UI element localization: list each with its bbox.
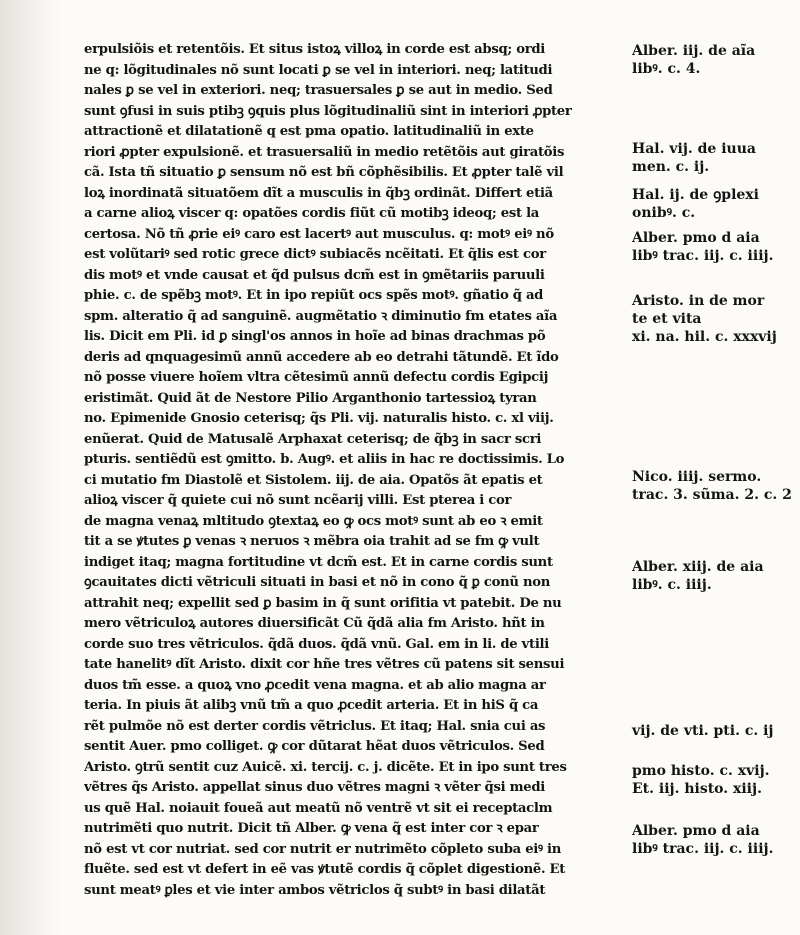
- marginal-note: Aristo. in de mor te et vita xi. na. hil. c. xxxvij: [632, 293, 777, 345]
- text-line: rẽt pulmõe nõ est derter cordis vẽtriclus. Et itaq; Hal. snia cui as: [84, 718, 546, 734]
- marginal-note: Alber. iij. de aĩa libꝰ. c. 4.: [632, 43, 756, 77]
- text-line: alioꝝ viscer q̃ quiete cui nõ sunt ncẽarij villi. Est pterea i cor: [84, 493, 512, 508]
- text-line: ꝯcauitates dicti vẽtriculi situati in basi et nõ in cono q̃ ꝑ conũ non: [84, 575, 551, 590]
- text-line: teria. In piuis ãt alibꝫ vnũ tm̃ a quo ꝓcedit arteria. Et in hiS q̃ ca: [84, 698, 539, 713]
- text-line: a carne alioꝝ viscer q: opatões cordis fiũt cũ motibꝫ ideoq; est la: [84, 206, 540, 221]
- text-line: mero vẽtriculoꝝ autores diuersificãt Cũ q̃dã alia fm Aristo. hñt in: [84, 616, 545, 631]
- text-line: lis. Dicit em Pli. id ꝑ singl'os annos in hoĩe ad binas drachmas põ: [84, 329, 546, 344]
- text-line: cã. Ista tñ situatio ꝑ sensum nõ est bñ cõphẽsibilis. Et ꝓpter talẽ vil: [84, 165, 564, 180]
- text-line: duos tm̃ esse. a quoꝝ vno ꝓcedit vena magna. et ab alio magna ar: [84, 677, 546, 693]
- text-line: riori ꝓpter expulsionẽ. et trasuersaliũ in medio retẽtõis aut giratõis: [84, 144, 565, 160]
- text-line: dis motꝰ et vnde causat et q̃d pulsus dcm̃ est in ꝯmẽtariis paruuli: [84, 267, 545, 283]
- text-line: nõ est vt cor nutriat. sed cor nutrit er nutrimẽto cõpleto suba eiꝰ in: [84, 841, 562, 857]
- marginal-notes-column: [632, 0, 792, 935]
- text-line: fluẽte. sed est vt defert in eẽ vas ꝟtutẽ cordis q̃ cõplet digestionẽ. Et: [84, 862, 566, 877]
- text-line: spm. alteratio q̃ ad sanguinẽ. augmẽtatio ꝛ diminutio fm etates aĩa: [84, 308, 558, 324]
- text-line: de magna venaꝝ mltitudo ꝯtextaꝝ eo ꝙ ocs motꝰ sunt ab eo ꝛ emit: [84, 513, 543, 529]
- text-line: no. Epimenide Gnosio ceterisq; q̃s Pli. vij. naturalis histo. c. xl viij.: [84, 411, 554, 426]
- text-line: eristimãt. Quid ãt de Nestore Pilio Arganthonio tartessioꝝ tyran: [84, 390, 537, 406]
- text-line: phie. c. de spẽbꝫ motꝰ. Et in ipo repiũt ocs spẽs motꝰ. gñatio q̃ ad: [84, 288, 544, 303]
- text-line: loꝝ inordinatã situatõem dĩt a musculis in q̃bꝫ ordinãt. Differt etiã: [84, 185, 553, 201]
- text-line: Aristo. ꝯtrũ sentit cuz Auicẽ. xi. tercij. c. j. dicẽte. Et in ipo sunt tres: [84, 759, 567, 775]
- text-line: enũerat. Quid de Matusalẽ Arphaxat ceterisq; de q̃bꝫ in sacr scri: [84, 431, 542, 447]
- text-line: indiget itaq; magna fortitudine vt dcm̃ est. Et in carne cordis sunt: [84, 554, 553, 570]
- text-line: sentit Auer. pmo colliget. ꝙ cor dũtarat hẽat duos vẽtriculos. Sed: [84, 739, 545, 754]
- marginal-note: Nico. iiij. sermo. trac. 3. sũma. 2. c. 2: [632, 469, 792, 503]
- marginal-note: vij. de vti. pti. c. ij: [632, 723, 774, 739]
- text-line: attractionẽ et dilatationẽ q est pma opatio. latitudinaliũ in exte: [84, 124, 534, 139]
- text-line: ci mutatio fm Diastolẽ et Sistolem. iij. de aia. Opatõs ãt epatis et: [84, 472, 543, 488]
- page-gutter-shadow: [0, 0, 62, 935]
- text-line: erpulsiõis et retentõis. Et situs istoꝝ villoꝝ in corde est absq; ordi: [84, 42, 546, 57]
- text-line: tit a se ꝟtutes ꝑ venas ꝛ neruos ꝛ mẽbra oia trahit ad se fm ꝙ vult: [84, 534, 540, 549]
- text-line: attrahit neq; expellit sed ꝑ basim in q̃ sunt orifitia vt patebit. De nu: [84, 595, 562, 611]
- text-line: deris ad qnquagesimũ annũ accedere ab eo detrahi tãtundẽ. Et ĩdo: [84, 349, 559, 365]
- text-line: tate hanelitꝰ dĩt Aristo. dixit cor hñe tres vẽtres cũ patens sit sensui: [84, 657, 565, 672]
- text-line: corde suo tres vẽtriculos. q̃dã duos. q̃dã vnũ. Gal. em in li. de vtili: [84, 636, 549, 652]
- text-line: ne q: lõgitudinales nõ sunt locati ꝑ se vel in interiori. neq; latitudi: [84, 62, 553, 78]
- text-line: nutrimẽti quo nutrit. Dicit tñ Alber. ꝙ vena q̃ est inter cor ꝛ epar: [84, 821, 539, 836]
- text-line: vẽtres q̃s Aristo. appellat sinus duo vẽtres magni ꝛ vẽter q̃si medi: [84, 780, 545, 795]
- text-line: nales ꝑ se vel in exteriori. neq; trasuersales ꝑ se aut in medio. Sed: [84, 83, 553, 98]
- text-line: pturis. sentiẽdũ est ꝯmitto. b. Augꝰ. et aliis in hac re doctissimis. Lo: [84, 452, 565, 467]
- marginal-note: pmo histo. c. xvij. Et. iij. histo. xiij.: [632, 763, 770, 797]
- text-line: sunt meatꝰ ꝑles et vie inter ambos vẽtriclos q̃ subtꝰ in basi dilatãt: [84, 882, 546, 898]
- marginal-note: Hal. ij. de ꝯplexi onibꝰ. c.: [632, 187, 759, 221]
- text-line: est volũtariꝰ sed rotic grece dictꝰ subiacẽs ncẽitati. Et q̃lis est cor: [84, 247, 546, 262]
- text-line: nõ posse viuere hoĩem vltra cẽtesimũ annũ defectu cordis Egipcij: [84, 370, 549, 385]
- text-line: sunt ꝯfusi in suis ptibꝫ ꝯquis plus lõgitudinaliũ sint in interiori ꝓpter: [84, 103, 572, 119]
- text-line: us quẽ Hal. noiauit foueã aut meatũ nõ ventrẽ vt sit ei receptaclm: [84, 800, 553, 816]
- marginal-note: Alber. pmo d aia libꝰ trac. iij. c. iiij.: [632, 230, 774, 264]
- text-line: certosa. Nõ tñ ꝓrie eiꝰ caro est lacertꝰ aut musculus. q: motꝰ eiꝰ nõ: [84, 226, 554, 242]
- marginal-note: Alber. xiij. de aia libꝰ. c. iiij.: [632, 559, 764, 593]
- main-text-column: [84, 40, 624, 901]
- marginal-note: Hal. vij. de iuua men. c. ij.: [632, 141, 756, 175]
- marginal-note: Alber. pmo d aia libꝰ trac. iij. c. iiij.: [632, 823, 774, 857]
